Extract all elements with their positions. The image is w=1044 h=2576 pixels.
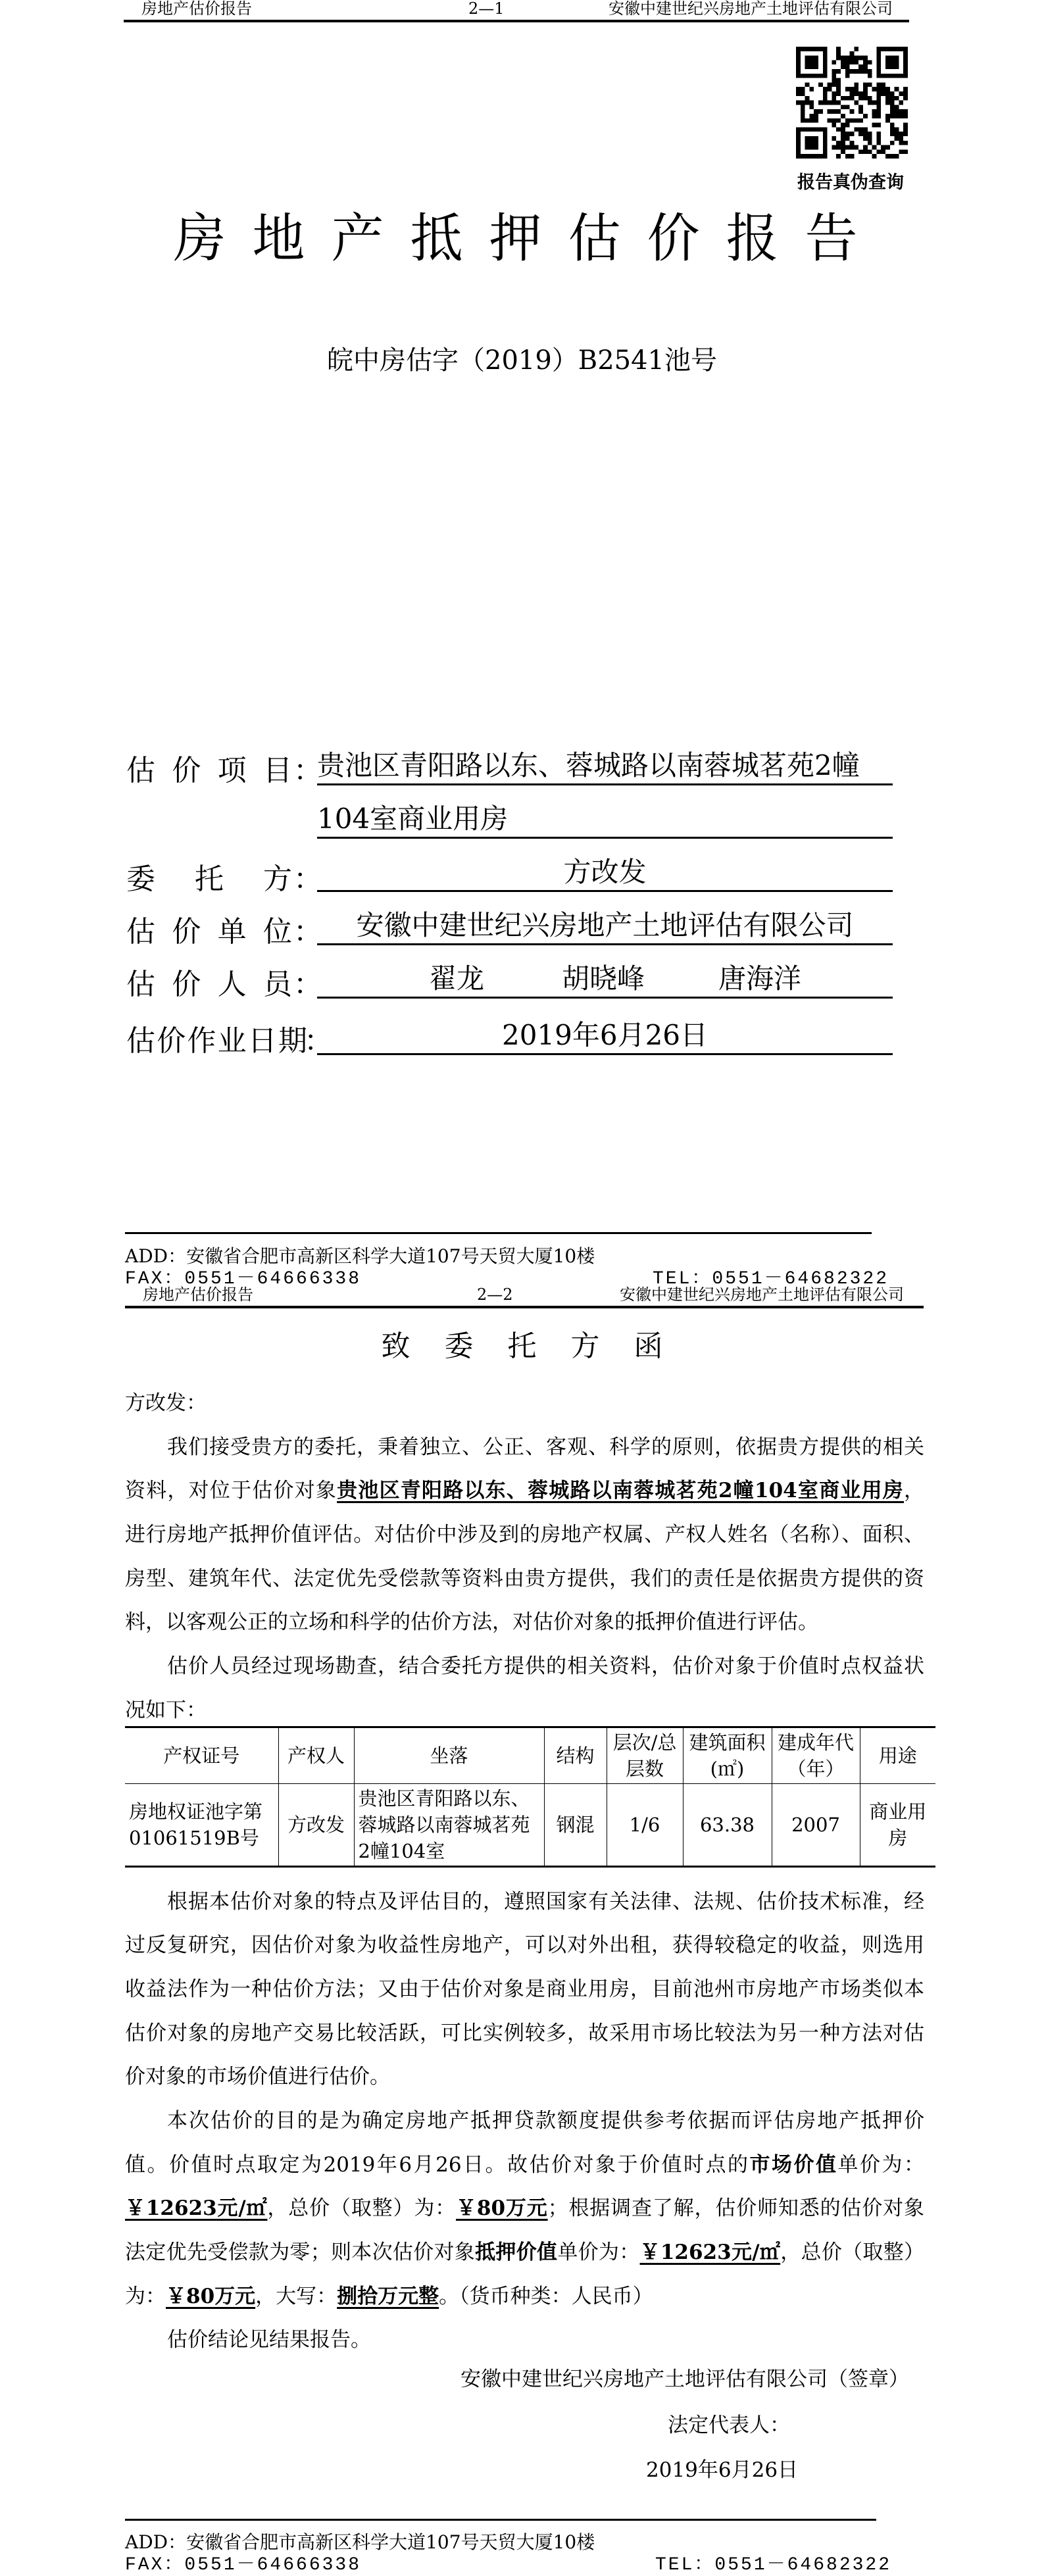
text-run: 法定优先受偿款为零；则本次估价对象 — [125, 2241, 476, 2264]
footer-tel: TEL：0551－64682322 — [655, 2555, 892, 2575]
text-line — [125, 2231, 924, 2275]
text-run: 估价结论见结果报告。 — [167, 2328, 371, 2352]
header-left: 房地产估价报告 — [143, 1285, 253, 1304]
text-line — [125, 2099, 924, 2143]
emphasized-text: 抵押价值 — [475, 2241, 558, 2264]
paragraph — [125, 1425, 924, 1645]
report-title: 房地产抵押估价报告 — [173, 208, 884, 269]
emphasized-text: 贵池区青阳路以东、蓉城路以南蓉城茗苑2幢104室商业用房 — [337, 1479, 905, 1503]
text-line — [125, 1600, 924, 1645]
field-value: 贵池区青阳路以东、蓉城路以南蓉城茗苑2幢 — [317, 748, 893, 785]
text-line — [125, 2143, 924, 2187]
text-line — [125, 1425, 924, 1470]
text-run: 单价为： — [557, 2241, 640, 2264]
appraiser-name: 胡晓峰 — [562, 962, 645, 995]
header-rule — [124, 20, 909, 22]
text-run: ；根据调查了解，估价师知悉的估价对象 — [547, 2196, 925, 2221]
text-run: 我们接受贵方的委托，秉着独立、公正、客观、科学的原则，依据贵方提供的相关 — [167, 1435, 924, 1459]
text-line — [125, 1645, 924, 1689]
paragraph — [125, 2099, 924, 2318]
text-run: 本次估价的目的是为确定房地产抵押贷款额度提供参考依据而评估房地产抵押价 — [167, 2108, 924, 2133]
field-label: 委托方 — [126, 862, 292, 896]
emphasized-text: ￥80万元 — [456, 2196, 548, 2221]
column-header: 产权证号 — [125, 1727, 278, 1783]
signature-legal-rep: 法定代表人： — [668, 2414, 790, 2437]
table-cell: 商业用房 — [860, 1783, 935, 1866]
column-header: 用途 — [860, 1727, 935, 1783]
paragraphs-b — [125, 1880, 924, 2363]
text-run: 过反复研究，因估价对象为收益性房地产，可以对外出租，获得较稳定的收益，则选用 — [125, 1933, 924, 1958]
field-colon: ： — [304, 1024, 333, 1058]
emphasized-text: ￥80万元 — [166, 2284, 256, 2308]
property-table — [125, 1726, 935, 1868]
text-line — [125, 2012, 924, 2056]
emphasized-text: ￥12623元/㎡ — [639, 2241, 781, 2264]
text-line — [125, 1968, 924, 2012]
text-run: 进行房地产抵押价值评估。对估价中涉及到的房地产权属、产权人姓名（名称）、面积、 — [125, 1523, 924, 1547]
text-line — [125, 1880, 924, 1924]
text-run: 值。价值时点取定为2019年6月26日。故估价对象于价值时点的 — [125, 2152, 750, 2177]
text-line — [125, 2055, 924, 2099]
qr-caption: 报告真伪查询 — [797, 172, 904, 193]
table-cell: 贵池区青阳路以东、蓉城路以南蓉城茗苑2幢104室 — [354, 1783, 544, 1866]
appraiser-name: 唐海洋 — [718, 962, 802, 995]
footer-address: ADD：安徽省合肥市高新区科学大道107号天贸大厦10楼 — [125, 2531, 595, 2553]
table-cell: 房地权证池字第01061519B号 — [125, 1783, 278, 1866]
text-line — [125, 2275, 924, 2319]
table-cell: 63.38 — [683, 1783, 772, 1866]
header-company: 安徽中建世纪兴房地产土地评估有限公司 — [620, 1285, 904, 1304]
field-value-line2: 104室商业用房 — [317, 801, 893, 839]
text-run: 房型、建筑年代、法定优先受偿款等资料由贵方提供，我们的责任是依据贵方提供的资 — [125, 1566, 924, 1591]
text-run: ， — [904, 1479, 925, 1503]
text-run: ，总价（取整） — [780, 2241, 925, 2264]
footer-rule — [125, 1232, 872, 1234]
table-cell: 钢混 — [544, 1783, 607, 1866]
field-value: 方改发 — [317, 855, 893, 892]
salutation: 方改发： — [125, 1391, 207, 1415]
text-run: 根据本估价对象的特点及评估目的，遵照国家有关法律、法规、估价技术标准，经 — [167, 1889, 924, 1914]
column-header: 坐落 — [354, 1727, 544, 1783]
text-run: 单价为： — [837, 2152, 925, 2177]
field-value: 安徽中建世纪兴房地产土地评估有限公司 — [317, 908, 893, 945]
text-line — [125, 1513, 924, 1557]
field-colon: ： — [293, 968, 322, 1001]
table-cell: 2007 — [772, 1783, 860, 1866]
text-line — [125, 1469, 924, 1513]
footer-fax: FAX：0551－64666338 — [125, 1269, 362, 1289]
text-line — [125, 1557, 924, 1601]
table-body — [125, 1783, 935, 1866]
footer-rule — [125, 2519, 876, 2521]
signature-date: 2019年6月26日 — [646, 2458, 799, 2482]
column-header: 层次/总层数 — [607, 1727, 683, 1783]
text-run: 收益法作为一种估价方法；又由于估价对象是商业用房，目前池州市房地产市场类似本 — [125, 1977, 924, 2001]
text-run: 资料，对位于估价对象 — [125, 1479, 337, 1503]
table-cell: 1/6 — [607, 1783, 683, 1866]
header-page-number: 2—1 — [468, 0, 505, 18]
field-label: 估价人员 — [126, 968, 292, 1001]
header-company: 安徽中建世纪兴房地产土地评估有限公司 — [609, 0, 893, 18]
text-run: 。（货币种类：人民币） — [439, 2284, 653, 2308]
field-value: 2019年6月26日 — [317, 1018, 893, 1055]
text-run: 料，以客观公正的立场和科学的估价方法，对估价对象的抵押价值进行评估。 — [125, 1610, 818, 1635]
footer-address: ADD：安徽省合肥市高新区科学大道107号天贸大厦10楼 — [125, 1245, 595, 1267]
field-label: 估价作业日期 — [126, 1024, 307, 1058]
field-label: 估价单位 — [126, 915, 292, 949]
text-run: 况如下： — [125, 1698, 207, 1722]
column-header: 建成年代（年） — [772, 1727, 860, 1783]
signature-company: 安徽中建世纪兴房地产土地评估有限公司（签章） — [460, 2367, 909, 2391]
paragraph — [125, 2318, 924, 2362]
text-run: ，总价（取整）为： — [267, 2196, 457, 2221]
paragraph — [125, 1880, 924, 2099]
column-header: 结构 — [544, 1727, 607, 1783]
emphasized-text: ￥12623元/㎡ — [125, 2196, 268, 2221]
document-number: 皖中房估字（2019）B2541池号 — [327, 345, 717, 376]
header-page-number: 2—2 — [477, 1285, 513, 1304]
text-run: 价对象的市场价值进行估价。 — [125, 2065, 390, 2089]
text-line — [125, 1923, 924, 1968]
header-rule — [125, 1306, 924, 1308]
field-colon: ： — [293, 754, 322, 787]
field-colon: ： — [293, 915, 322, 949]
emphasized-text: 捌拾万元整 — [337, 2284, 439, 2308]
field-colon: ： — [293, 862, 322, 896]
text-run: 为： — [125, 2284, 166, 2308]
emphasized-text: 市场价值 — [749, 2152, 838, 2177]
paragraph — [125, 1645, 924, 1732]
text-line — [125, 2187, 924, 2231]
footer-tel: TEL：0551－64682322 — [653, 1269, 889, 1289]
footer-fax: FAX：0551－64666338 — [125, 2555, 362, 2575]
text-run: ，大写： — [255, 2284, 337, 2308]
paragraphs-a — [125, 1425, 924, 1733]
text-line — [125, 2318, 924, 2362]
text-run: 估价对象的房地产交易比较活跃，可比实例较多，故采用市场比较法为另一种方法对估 — [125, 2021, 924, 2045]
table-row — [125, 1783, 935, 1866]
column-header: 产权人 — [278, 1727, 354, 1783]
letter-body — [125, 1381, 927, 2362]
appraiser-name: 翟龙 — [429, 962, 485, 995]
column-header: 建筑面积(㎡) — [683, 1727, 772, 1783]
letter-title: 致委托方函 — [381, 1329, 697, 1363]
header-left: 房地产估价报告 — [141, 0, 252, 18]
text-run: 估价人员经过现场勘查，结合委托方提供的相关资料，估价对象于价值时点权益状 — [167, 1654, 924, 1679]
qr-code-icon[interactable] — [796, 47, 908, 159]
field-value — [317, 961, 893, 999]
field-label: 估价项目 — [126, 754, 292, 787]
table-header-row — [125, 1727, 935, 1783]
table-cell: 方改发 — [278, 1783, 354, 1866]
